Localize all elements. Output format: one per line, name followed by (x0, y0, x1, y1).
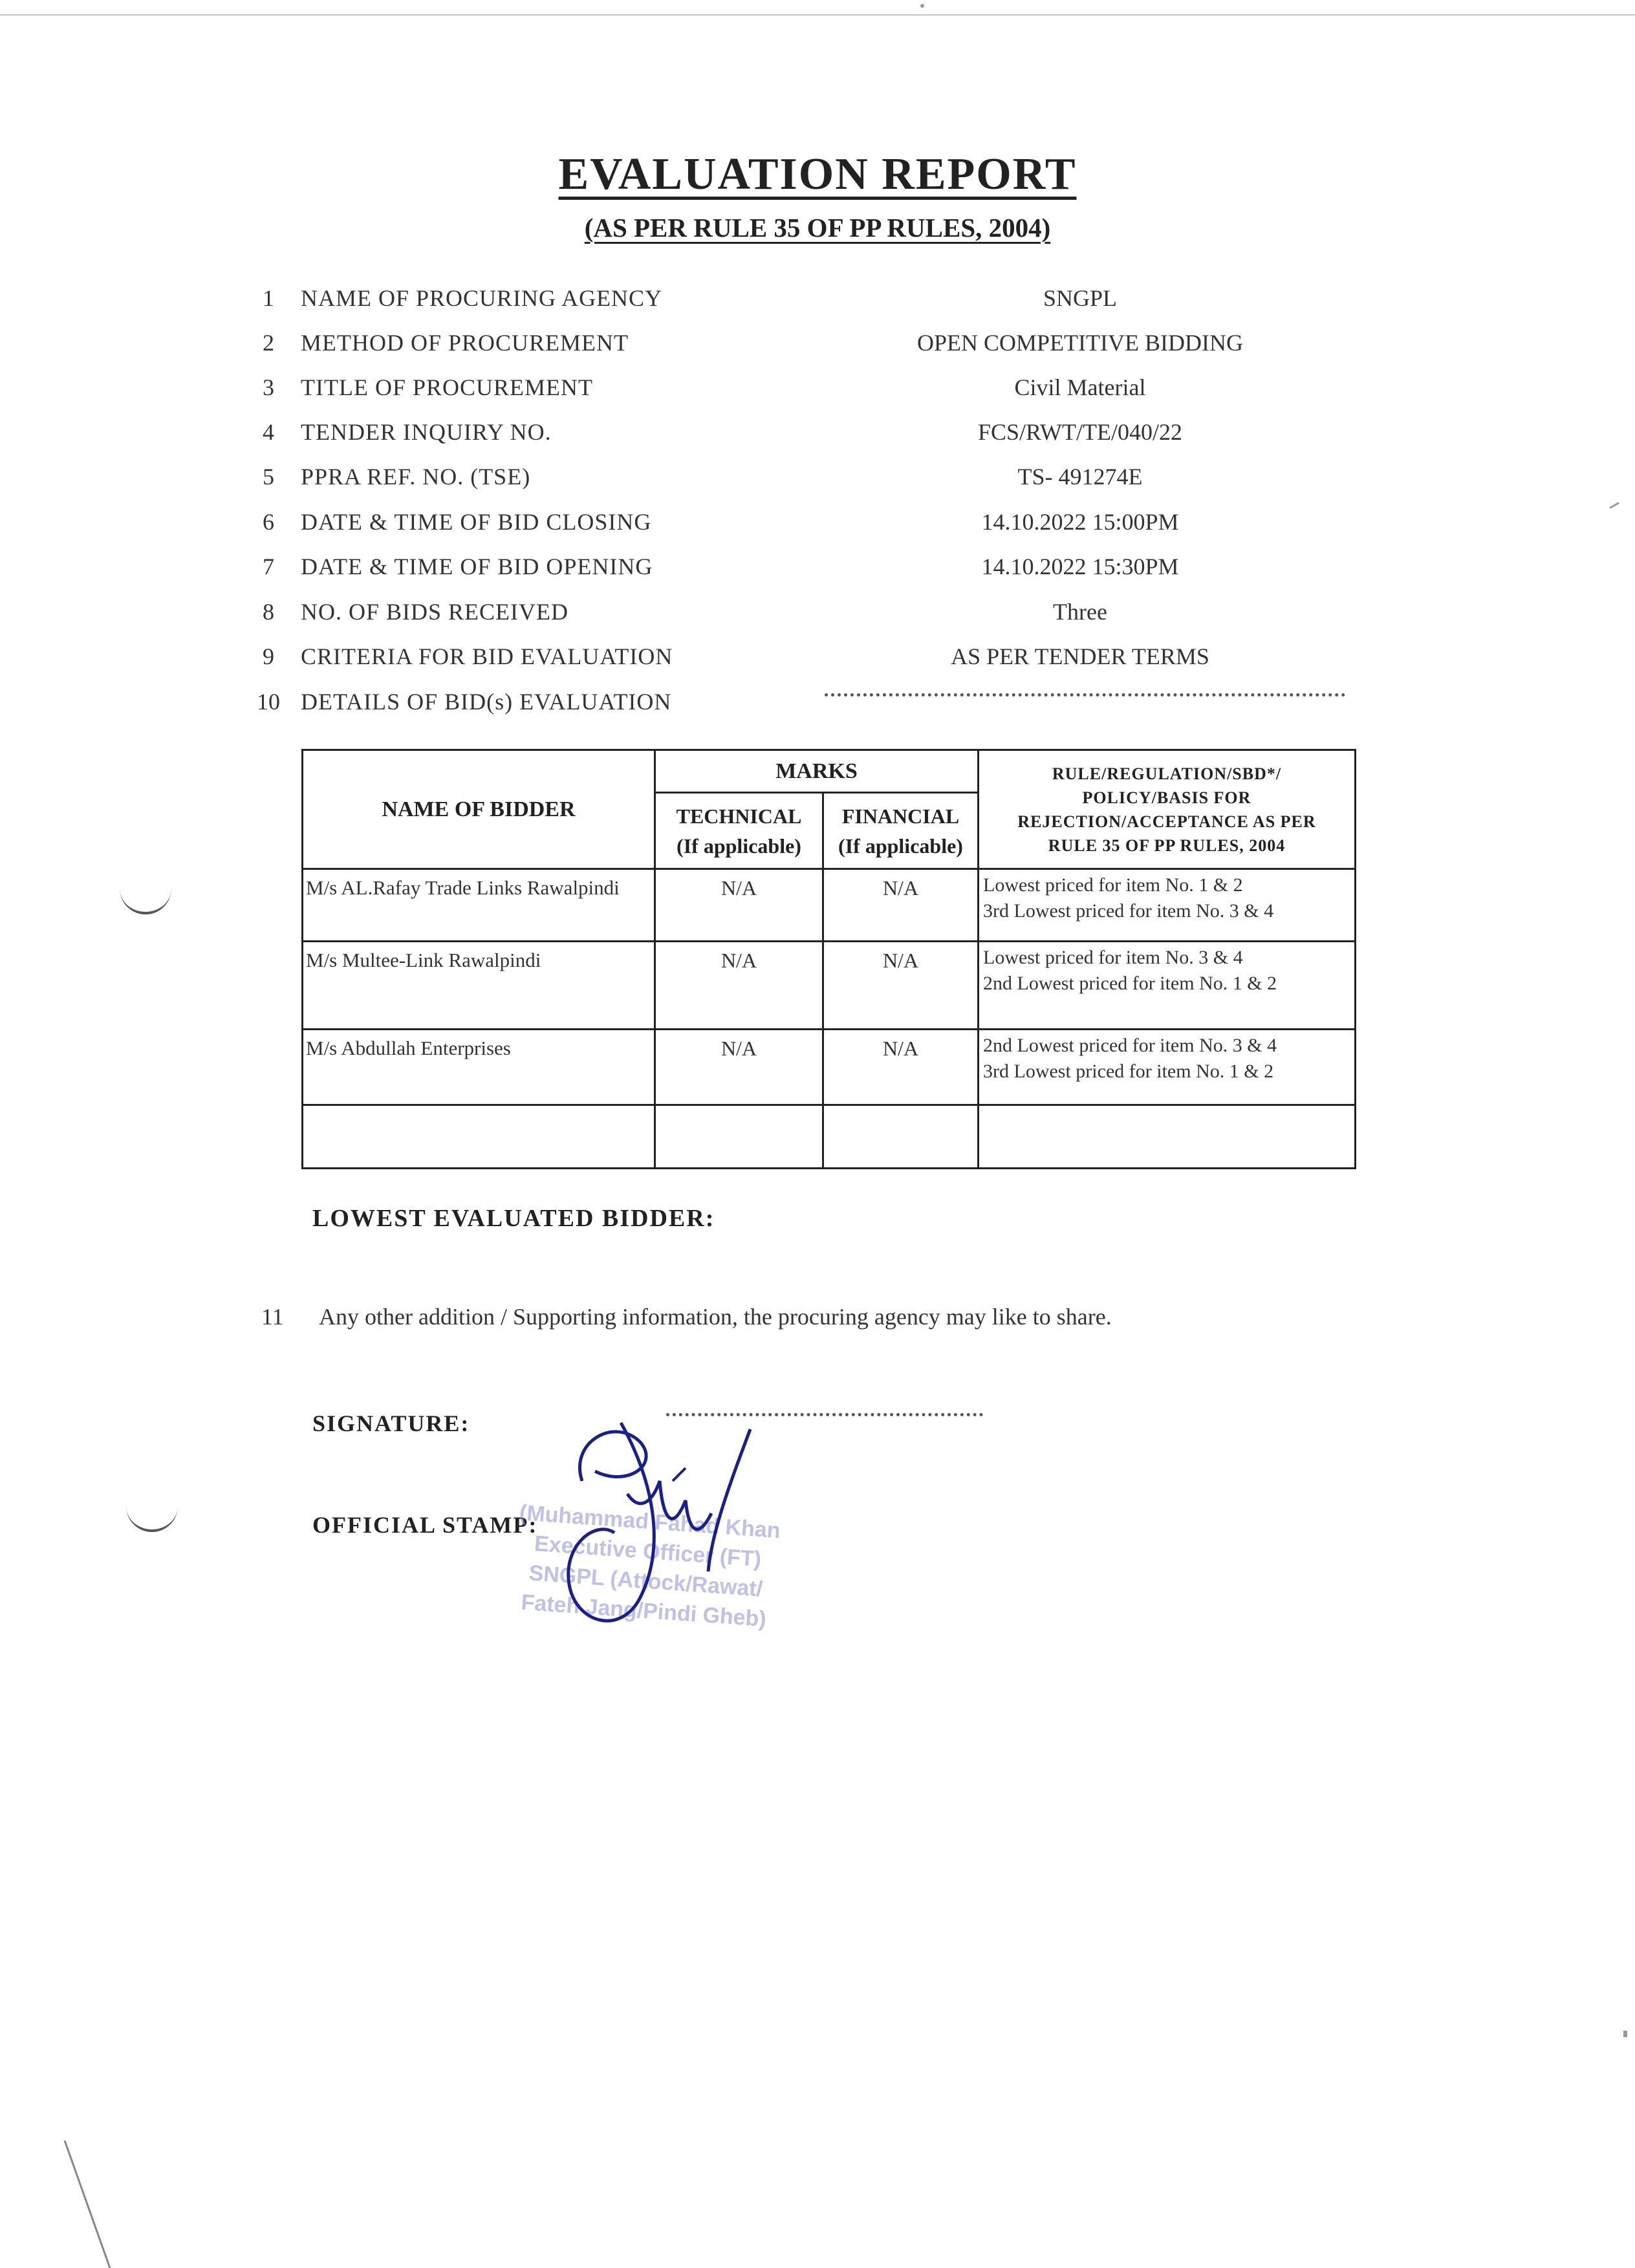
header-rule (979, 750, 1356, 869)
evaluation-table (301, 749, 1356, 1169)
header-financial-label: FINANCIAL (841, 804, 960, 828)
remarks (979, 1030, 1356, 1105)
table-row-empty (303, 1105, 1356, 1169)
scan-speck (1623, 2031, 1627, 2037)
report-subtitle: (AS PER RULE 35 OF PP RULES, 2004) (584, 213, 1051, 243)
field-label: TENDER INQUIRY NO. (301, 419, 552, 445)
field-row (0, 418, 1635, 457)
field-number: 3 (263, 374, 274, 400)
header-financial (823, 793, 979, 869)
field-label: NO. OF BIDS RECEIVED (301, 599, 569, 625)
field-number: 10 (257, 689, 280, 715)
field-label: METHOD OF PROCUREMENT (301, 330, 629, 356)
remark-line: Lowest priced for item No. 1 & 2 (983, 874, 1243, 896)
lowest-bidder-label: LOWEST EVALUATED BIDDER: (312, 1205, 715, 1232)
field-value: 14.10.2022 15:00PM (981, 509, 1179, 535)
header-technical-note: (If applicable) (677, 834, 801, 858)
header-rule-line: REJECTION/ACCEPTANCE AS PER (1017, 812, 1316, 831)
field-label: TITLE OF PROCUREMENT (301, 374, 593, 400)
header-marks: MARKS (655, 750, 979, 793)
header-rule-line: RULE/REGULATION/SBD*/ (1052, 764, 1282, 783)
field-row (0, 463, 1635, 502)
punch-hole-mark (120, 886, 171, 914)
field-value: Three (1053, 599, 1107, 625)
remark-line: 3rd Lowest priced for item No. 1 & 2 (983, 1061, 1274, 1082)
field-label: NAME OF PROCURING AGENCY (301, 285, 663, 311)
field-row (0, 598, 1635, 637)
field-label: CRITERIA FOR BID EVALUATION (301, 643, 673, 669)
field-number: 2 (263, 330, 274, 356)
item-11-number: 11 (261, 1304, 284, 1330)
dotted-line (825, 693, 1345, 697)
remark-line: 2nd Lowest priced for item No. 1 & 2 (983, 973, 1277, 994)
remarks (979, 942, 1356, 1030)
page-edge (0, 14, 1635, 16)
empty-cell (303, 1105, 655, 1169)
empty-cell (979, 1105, 1356, 1169)
header-technical (655, 793, 823, 869)
field-value: TS- 491274E (1017, 464, 1143, 490)
header-technical-label: TECHNICAL (676, 804, 802, 828)
financial-mark: N/A (823, 942, 979, 1030)
technical-mark: N/A (655, 869, 823, 942)
field-number: 9 (263, 643, 274, 669)
handwritten-signature (556, 1403, 789, 1656)
field-value: AS PER TENDER TERMS (951, 643, 1209, 669)
financial-mark: N/A (823, 869, 979, 942)
header-financial-note: (If applicable) (838, 834, 963, 858)
remark-line: 2nd Lowest priced for item No. 3 & 4 (983, 1035, 1277, 1056)
field-value: Civil Material (1014, 374, 1146, 400)
field-number: 7 (263, 554, 274, 579)
field-label: DATE & TIME OF BID CLOSING (301, 509, 652, 535)
remarks (979, 869, 1356, 942)
field-value: 14.10.2022 15:30PM (981, 554, 1179, 579)
stamp-line: Fateh Jang/Pindi Gheb) (520, 1590, 767, 1632)
stamp-line: Executive Officer (FT) (533, 1531, 763, 1572)
field-number: 1 (263, 285, 274, 311)
field-value: OPEN COMPETITIVE BIDDING (917, 330, 1243, 356)
technical-mark: N/A (655, 942, 823, 1030)
empty-cell (655, 1105, 823, 1169)
field-row (0, 688, 1635, 727)
field-number: 4 (263, 419, 274, 445)
stamp-line: SNGPL (Attock/Rawat/ (528, 1561, 764, 1602)
field-row (0, 374, 1635, 413)
technical-mark: N/A (655, 1030, 823, 1105)
field-number: 8 (263, 599, 274, 625)
table-row (303, 1030, 1356, 1105)
signature-label: SIGNATURE: (312, 1410, 470, 1436)
field-value: SNGPL (1043, 285, 1118, 311)
bidder-name: M/s Multee-Link Rawalpindi (303, 942, 655, 1030)
scan-speck (920, 4, 924, 8)
punch-hole-mark (126, 1504, 178, 1532)
page-corner-crease (39, 2134, 129, 2268)
header-rule-line: POLICY/BASIS FOR (1082, 788, 1251, 807)
field-number: 6 (263, 509, 274, 535)
field-row (0, 553, 1635, 592)
empty-cell (823, 1105, 979, 1169)
field-value: FCS/RWT/TE/040/22 (977, 419, 1183, 445)
report-title: EVALUATION REPORT (558, 149, 1077, 199)
field-label: PPRA REF. NO. (TSE) (301, 464, 531, 490)
field-label: DATE & TIME OF BID OPENING (301, 554, 653, 579)
field-row (0, 643, 1635, 682)
field-row (0, 329, 1635, 368)
header-bidder: NAME OF BIDDER (303, 750, 655, 869)
field-number: 5 (263, 464, 274, 490)
table-row (303, 869, 1356, 942)
bidder-name: M/s AL.Rafay Trade Links Rawalpindi (303, 869, 655, 942)
field-row (0, 508, 1635, 547)
header-rule-line: RULE 35 OF PP RULES, 2004 (1048, 836, 1286, 855)
field-label: DETAILS OF BID(s) EVALUATION (301, 689, 672, 715)
stamp-line: (Muhammad Fahad Khan (518, 1500, 781, 1544)
stamp-label: OFFICIAL STAMP: (312, 1512, 538, 1538)
field-row (0, 285, 1635, 323)
financial-mark: N/A (823, 1030, 979, 1105)
item-11-text: Any other addition / Supporting information, the procuring agency may like to share. (319, 1304, 1112, 1330)
remark-line: 3rd Lowest priced for item No. 3 & 4 (983, 900, 1274, 922)
bidder-name: M/s Abdullah Enterprises (303, 1030, 655, 1105)
remark-line: Lowest priced for item No. 3 & 4 (983, 947, 1243, 968)
table-row (303, 942, 1356, 1030)
